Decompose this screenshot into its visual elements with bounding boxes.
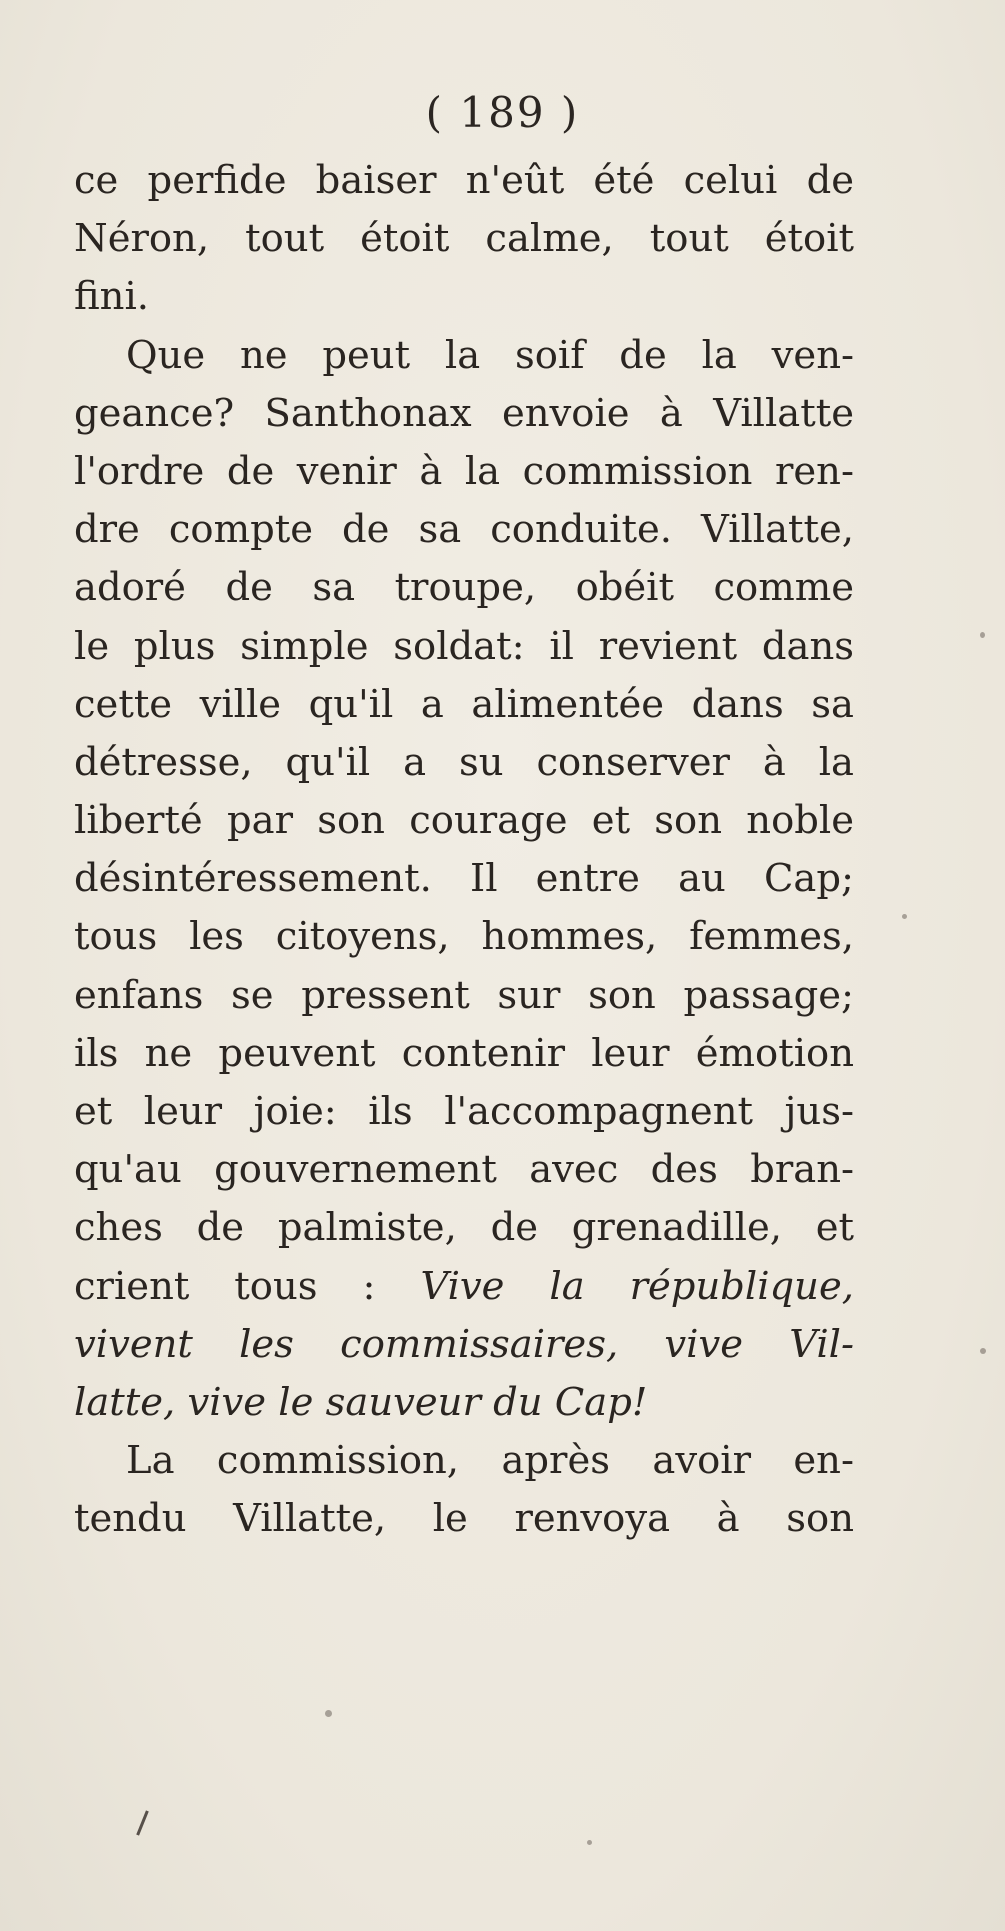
pen-stroke-mark xyxy=(136,1810,149,1835)
text-line: adoré de sa troupe, obéit comme xyxy=(74,565,854,611)
text-line-italic: vivent les commissaires, vive Vil- xyxy=(74,1321,854,1367)
paper-speck xyxy=(980,632,985,638)
paper-speck xyxy=(980,1348,986,1354)
text-line: liberté par son courage et son noble xyxy=(74,798,854,844)
text-line: désintéressement. Il entre au Cap; xyxy=(74,856,854,902)
text-line: Que ne peut la soif de la ven- xyxy=(126,332,854,378)
text-line: tous les citoyens, hommes, femmes, xyxy=(74,914,854,960)
page-number: ( 189 ) xyxy=(425,88,580,137)
text-line: ils ne peuvent contenir leur émotion xyxy=(74,1030,854,1076)
text-line-italic: latte, vive le sauveur du Cap! xyxy=(74,1379,648,1425)
body-text xyxy=(74,152,854,1549)
text-line: qu'au gouvernement avec des bran- xyxy=(74,1147,854,1193)
text-line: fini. xyxy=(74,274,150,320)
text-line: détresse, qu'il a su conserver à la xyxy=(74,739,854,785)
text-line: ches de palmiste, de grenadille, et xyxy=(74,1205,854,1251)
text-line: le plus simple soldat: il revient dans xyxy=(74,623,854,669)
text-line-mixed xyxy=(74,1258,854,1316)
text-line: cette ville qu'il a alimentée dans sa xyxy=(74,681,854,727)
text-line: dre compte de sa conduite. Villatte, xyxy=(74,507,854,553)
text-line: l'ordre de venir à la commission ren- xyxy=(74,448,854,494)
text-line: geance? Santhonax envoie à Villatte xyxy=(74,390,854,436)
text-line: La commission, après avoir en- xyxy=(126,1438,854,1484)
text-line-italic: Vive la république, xyxy=(420,1263,854,1309)
text-line: enfans se pressent sur son passage; xyxy=(74,972,854,1018)
text-line: et leur joie: ils l'accompagnent jus- xyxy=(74,1089,854,1134)
paper-speck xyxy=(587,1840,592,1845)
paper-speck xyxy=(325,1710,332,1717)
paper-speck xyxy=(902,914,907,919)
text-line: Néron, tout étoit calme, tout étoit xyxy=(74,216,854,262)
text-line: tendu Villatte, le renvoya à son xyxy=(74,1496,854,1542)
text-line-roman: crient tous : xyxy=(74,1263,376,1309)
text-line: ce perfide baiser n'eût été celui de xyxy=(74,158,854,203)
